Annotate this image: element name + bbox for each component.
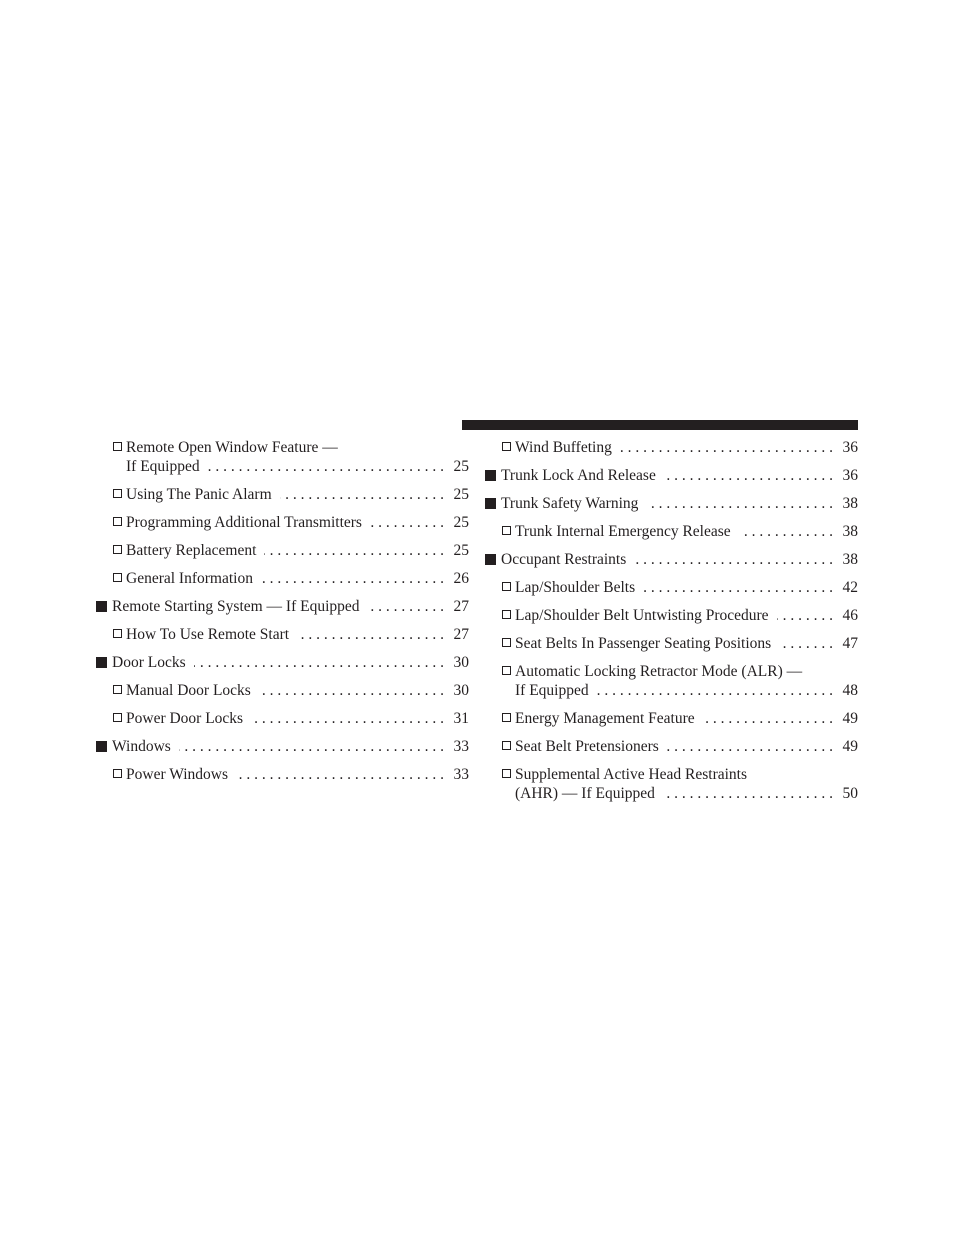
hollow-square-bullet-icon (502, 442, 511, 451)
toc-page-number: 33 (453, 766, 469, 783)
toc-page-number: 36 (842, 467, 858, 484)
dot-leader (643, 578, 833, 597)
toc-page-number: 31 (453, 710, 469, 727)
hollow-square-bullet-icon (502, 638, 511, 647)
toc-entry-title: Remote Starting System — If Equipped (112, 598, 360, 615)
dot-leader (236, 765, 444, 784)
section-header-bar (462, 420, 858, 430)
hollow-square-bullet-icon (113, 489, 122, 498)
toc-entry[interactable] (485, 707, 858, 735)
toc-entry-title: Door Locks (112, 654, 186, 671)
toc-entry-title: Seat Belts In Passenger Seating Positions (515, 635, 772, 652)
dot-leader (667, 737, 833, 756)
dot-leader (208, 457, 444, 476)
dot-leader (261, 569, 444, 588)
toc-entry[interactable] (96, 763, 469, 791)
dot-leader (264, 541, 444, 560)
filled-square-bullet-icon (96, 657, 107, 668)
dot-leader (646, 494, 833, 513)
dot-leader (251, 709, 444, 728)
toc-page-number: 38 (842, 523, 858, 540)
toc-entry[interactable] (485, 660, 858, 707)
toc-entry[interactable] (485, 735, 858, 763)
toc-entry[interactable] (96, 567, 469, 595)
hollow-square-bullet-icon (113, 685, 122, 694)
toc-entry-title: Power Door Locks (126, 710, 244, 727)
dot-leader (297, 625, 444, 644)
filled-square-bullet-icon (96, 741, 107, 752)
toc-entry-title: Trunk Lock And Release (501, 467, 656, 484)
toc-entry-title: Automatic Locking Retractor Mode (ALR) — (515, 663, 803, 680)
toc-entry-title: Wind Buffeting (515, 439, 612, 456)
toc-entry-title: Battery Replacement (126, 542, 257, 559)
toc-entry[interactable] (96, 595, 469, 623)
toc-page-number: 30 (453, 654, 469, 671)
hollow-square-bullet-icon (113, 442, 122, 451)
dot-leader (777, 606, 833, 625)
toc-entry-title: Trunk Safety Warning (501, 495, 639, 512)
toc-entry-title: Lap/Shoulder Belt Untwisting Procedure (515, 607, 769, 624)
dot-leader (703, 709, 833, 728)
toc-entry-title: Lap/Shoulder Belts (515, 579, 636, 596)
toc-page-number: 46 (842, 607, 858, 624)
hollow-square-bullet-icon (502, 769, 511, 778)
toc-entry[interactable] (485, 548, 858, 576)
toc-entry-title: Trunk Internal Emergency Release (515, 523, 731, 540)
dot-leader (370, 513, 444, 532)
toc-page-number: 48 (842, 682, 858, 699)
toc-page-number: 50 (842, 785, 858, 802)
filled-square-bullet-icon (485, 470, 496, 481)
dot-leader (368, 597, 444, 616)
toc-entry[interactable] (485, 492, 858, 520)
toc-entry[interactable] (96, 651, 469, 679)
toc-entry-title: Seat Belt Pretensioners (515, 738, 659, 755)
toc-entry[interactable] (485, 464, 858, 492)
toc-page-number: 38 (842, 495, 858, 512)
toc-entry[interactable] (485, 763, 858, 810)
toc-entry-title: If Equipped (126, 458, 200, 475)
toc-page-number: 36 (842, 439, 858, 456)
dot-leader (194, 653, 444, 672)
hollow-square-bullet-icon (113, 629, 122, 638)
filled-square-bullet-icon (485, 554, 496, 565)
toc-page-number: 25 (453, 486, 469, 503)
dot-leader (259, 681, 444, 700)
toc-page-number: 38 (842, 551, 858, 568)
toc-page-number: 42 (842, 579, 858, 596)
toc-entry[interactable] (96, 623, 469, 651)
filled-square-bullet-icon (485, 498, 496, 509)
hollow-square-bullet-icon (113, 573, 122, 582)
toc-entry[interactable] (485, 576, 858, 604)
dot-leader (634, 550, 833, 569)
toc-entry-title: Programming Additional Transmitters (126, 514, 362, 531)
hollow-square-bullet-icon (113, 517, 122, 526)
dot-leader (663, 784, 833, 803)
hollow-square-bullet-icon (502, 526, 511, 535)
toc-entry-title: General Information (126, 570, 253, 587)
toc-entry-title: Power Windows (126, 766, 228, 783)
toc-entry-title: Windows (112, 738, 171, 755)
toc-entry[interactable] (96, 679, 469, 707)
toc-page-number: 49 (842, 738, 858, 755)
hollow-square-bullet-icon (113, 769, 122, 778)
dot-leader (620, 438, 833, 457)
hollow-square-bullet-icon (502, 582, 511, 591)
toc-entry[interactable] (96, 511, 469, 539)
dot-leader (664, 466, 833, 485)
toc-page-number: 27 (453, 598, 469, 615)
toc-entry-title: Remote Open Window Feature — (126, 439, 338, 456)
toc-entry-title: Manual Door Locks (126, 682, 251, 699)
hollow-square-bullet-icon (502, 610, 511, 619)
toc-page-number: 25 (453, 514, 469, 531)
toc-left-column (96, 436, 469, 791)
toc-entry-title: If Equipped (515, 682, 589, 699)
toc-entry-title: Using The Panic Alarm (126, 486, 272, 503)
dot-leader (280, 485, 444, 504)
toc-entry[interactable] (96, 735, 469, 763)
hollow-square-bullet-icon (113, 545, 122, 554)
toc-entry[interactable] (485, 604, 858, 632)
toc-entry[interactable] (485, 632, 858, 660)
toc-page-number: 25 (453, 542, 469, 559)
dot-leader (597, 681, 833, 700)
toc-entry-title: Occupant Restraints (501, 551, 627, 568)
toc-page-number: 49 (842, 710, 858, 727)
hollow-square-bullet-icon (502, 713, 511, 722)
hollow-square-bullet-icon (502, 741, 511, 750)
toc-entry-title: How To Use Remote Start (126, 626, 290, 643)
toc-page-number: 25 (453, 458, 469, 475)
toc-entry[interactable] (485, 436, 858, 464)
toc-entry-title: (AHR) — If Equipped (515, 785, 655, 802)
toc-entry[interactable] (96, 436, 469, 483)
dot-leader (739, 522, 833, 541)
toc-page-number: 26 (453, 570, 469, 587)
toc-entry-title: Supplemental Active Head Restraints (515, 766, 748, 783)
toc-right-column (485, 436, 858, 810)
toc-entry[interactable] (485, 520, 858, 548)
toc-page-number: 33 (453, 738, 469, 755)
toc-entry[interactable] (96, 707, 469, 735)
dot-leader (779, 634, 833, 653)
toc-entry[interactable] (96, 483, 469, 511)
hollow-square-bullet-icon (113, 713, 122, 722)
toc-page-number: 47 (842, 635, 858, 652)
toc-page-number: 30 (453, 682, 469, 699)
hollow-square-bullet-icon (502, 666, 511, 675)
filled-square-bullet-icon (96, 601, 107, 612)
toc-entry[interactable] (96, 539, 469, 567)
toc-page-number: 27 (453, 626, 469, 643)
dot-leader (179, 737, 444, 756)
toc-entry-title: Energy Management Feature (515, 710, 695, 727)
